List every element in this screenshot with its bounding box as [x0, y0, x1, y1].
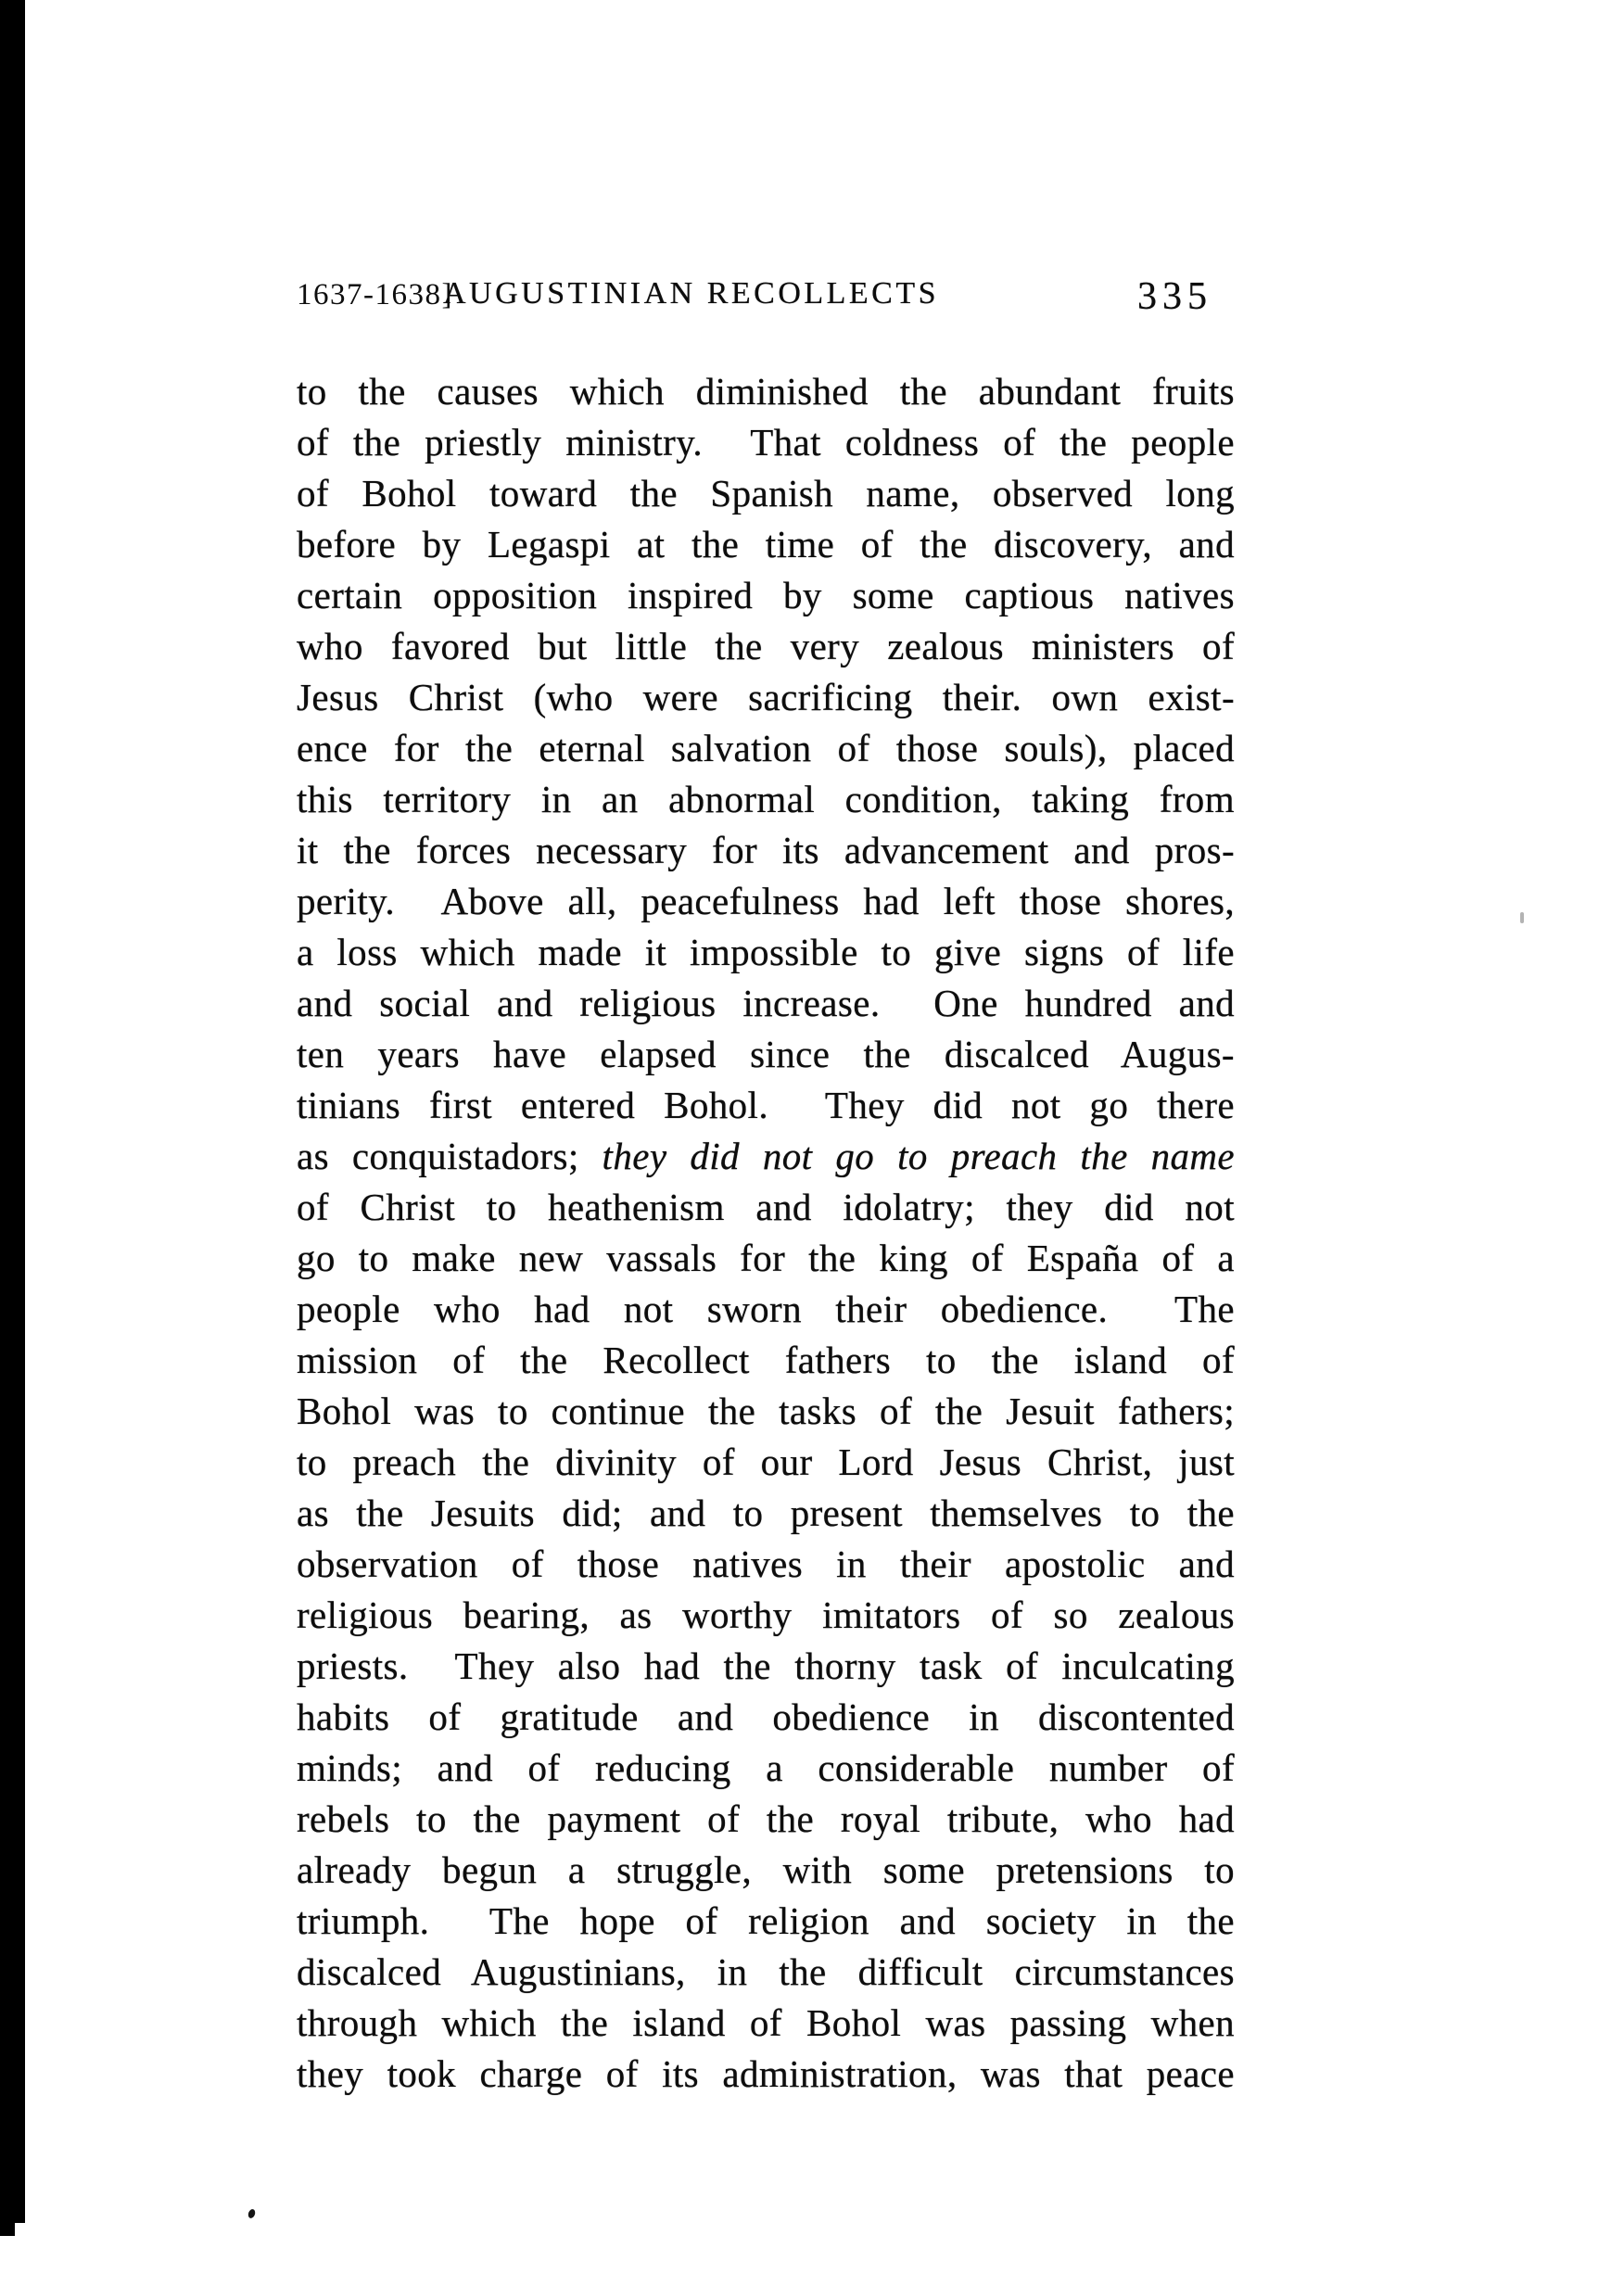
text-run: to the causes which diminished the abundant fruits	[297, 370, 1235, 413]
text-run: before by Legaspi at the time of the discovery, and	[297, 523, 1235, 565]
text-run: of Bohol toward the Spanish name, observed long	[297, 472, 1235, 514]
text-line	[297, 1233, 1235, 1284]
text-line	[297, 1080, 1235, 1131]
text-line	[297, 723, 1235, 774]
header-page-number: 335	[1137, 275, 1212, 318]
text-run: of Christ to heathenism and idolatry; they did not	[297, 1186, 1235, 1228]
text-line	[297, 519, 1235, 570]
text-line	[297, 1896, 1235, 1947]
ink-speck-artifact	[1520, 912, 1524, 923]
text-run: this territory in an abnormal condition, taking from	[297, 778, 1235, 820]
text-line	[297, 2049, 1235, 2100]
text-run: minds; and of reducing a considerable number of	[297, 1746, 1235, 1789]
text-line	[297, 672, 1235, 723]
text-line	[297, 417, 1235, 468]
text-line	[297, 1386, 1235, 1437]
text-run: tinians first entered Bohol. They did not go there	[297, 1084, 1235, 1126]
text-run: of the priestly ministry. That coldness of the people	[297, 421, 1235, 464]
italic-text-run: they did not go to preach the name	[602, 1135, 1235, 1177]
text-run: Bohol was to continue the tasks of the Jesuit fathers;	[297, 1390, 1235, 1432]
text-run: already begun a struggle, with some pretensions to	[297, 1848, 1235, 1891]
text-line	[297, 1641, 1235, 1692]
text-run: and social and religious increase. One hundred and	[297, 982, 1235, 1024]
page-header	[297, 274, 1235, 319]
text-run: discalced Augustinians, in the difficult circumstances	[297, 1950, 1235, 1993]
text-line	[297, 621, 1235, 672]
text-run: to preach the divinity of our Lord Jesus Christ, just	[297, 1441, 1235, 1483]
text-run: ence for the eternal salvation of those souls), placed	[297, 727, 1235, 769]
text-run: it the forces necessary for its advancement and pros-	[297, 829, 1235, 871]
text-line	[297, 1488, 1235, 1539]
text-run: religious bearing, as worthy imitators of so zealous	[297, 1594, 1235, 1636]
text-line	[297, 1131, 1235, 1182]
text-run: mission of the Recollect fathers to the island of	[297, 1339, 1235, 1381]
text-run: they took charge of its administration, was that peace	[297, 2052, 1235, 2095]
text-line	[297, 1743, 1235, 1794]
text-run: Jesus Christ (who were sacrificing their. own exist-	[297, 676, 1235, 718]
text-line	[297, 1539, 1235, 1590]
text-line	[297, 468, 1235, 519]
text-line	[297, 774, 1235, 825]
header-year-range: 1637-1638]	[297, 278, 453, 311]
text-line	[297, 1845, 1235, 1896]
body-text	[297, 366, 1235, 2100]
text-line	[297, 1794, 1235, 1845]
scan-edge-artifact-tail	[0, 2223, 15, 2236]
text-line	[297, 1182, 1235, 1233]
text-line	[297, 1029, 1235, 1080]
text-run: through which the island of Bohol was passing when	[297, 2001, 1235, 2044]
ink-speck-artifact	[247, 2208, 257, 2219]
text-line	[297, 1335, 1235, 1386]
text-line	[297, 825, 1235, 876]
text-line	[297, 978, 1235, 1029]
scan-edge-artifact	[0, 0, 25, 2223]
text-run: rebels to the payment of the royal tribute, who had	[297, 1797, 1235, 1840]
text-run: as conquistadors;	[297, 1135, 603, 1177]
text-line	[297, 1998, 1235, 2049]
text-line	[297, 1692, 1235, 1743]
text-run: triumph. The hope of religion and society in the	[297, 1899, 1235, 1942]
text-run: habits of gratitude and obedience in discontented	[297, 1695, 1235, 1738]
text-line	[297, 570, 1235, 621]
text-run: ten years have elapsed since the discalced Augus-	[297, 1033, 1235, 1075]
text-line	[297, 1437, 1235, 1488]
text-run: perity. Above all, peacefulness had left those shores,	[297, 880, 1235, 922]
text-run: priests. They also had the thorny task of inculcating	[297, 1645, 1235, 1687]
text-run: go to make new vassals for the king of España of a	[297, 1237, 1235, 1279]
text-line	[297, 1590, 1235, 1641]
text-line	[297, 366, 1235, 417]
text-run: a loss which made it impossible to give signs of life	[297, 931, 1235, 973]
text-line	[297, 1947, 1235, 1998]
text-line	[297, 1284, 1235, 1335]
text-run: observation of those natives in their apostolic and	[297, 1543, 1235, 1585]
header-running-title: AUGUSTINIAN RECOLLECTS	[443, 276, 940, 311]
text-run: who favored but little the very zealous ministers of	[297, 625, 1235, 667]
text-run: certain opposition inspired by some captious natives	[297, 574, 1235, 616]
text-line	[297, 927, 1235, 978]
text-run: as the Jesuits did; and to present themselves to the	[297, 1492, 1235, 1534]
text-run: people who had not sworn their obedience. The	[297, 1288, 1235, 1330]
text-line	[297, 876, 1235, 927]
